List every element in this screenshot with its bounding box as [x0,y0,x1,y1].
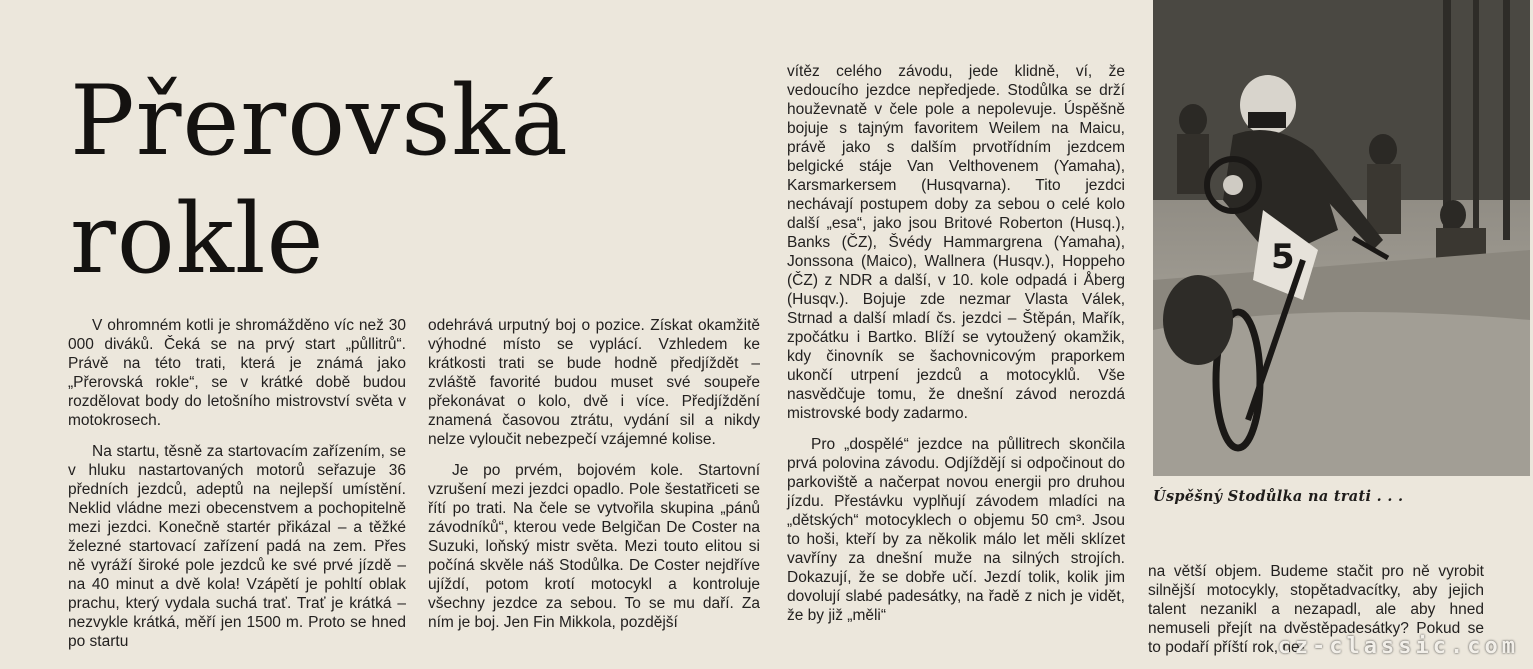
paragraph: Pro „dospělé“ jezdce na půllitrech skončila prvá polovina závodu. Odjíždějí si odpočinout do parkoviště a načerpat novou energii pro druhou jízdu. Přestávku vyplňují závodem mladíci na „dětských“ motocyklech o objemu 50 cm³. Jsou to hoši, kteří by za několik málo let měli sklízet vavříny za dnešní muže na silných strojích. Dokazují, že se dobře učí. Jezdí tolik, kolik jim dovolují slabé padesátky, na řadě z nich je vidět, že by již „měli“ [787,436,1125,624]
text-column-2 [428,316,760,644]
race-number: 5 [1271,237,1295,277]
article-headline [70,62,569,298]
watermark: cz-classic.com [1277,634,1519,659]
photo-illustration [1153,0,1530,476]
paragraph: odehrává urputný boj o pozice. Získat okamžitě výhodné místo se vyplácí. Vzhledem ke krátkosti trati se bude hodně předjíždět – zvláště favorité budou muset své soupeře překonávat o kolo, dvě i více. Předjíždění znamená časovou ztrátu, vydání sil a nikdy nelze vyloučit nebezpečí vzájemné kolise. [428,317,760,448]
photo-caption: Úspěšný Stodůlka na trati . . . [1153,488,1404,505]
paragraph: na větší objem. Budeme stačit pro ně vyrobit silnější motocykly, stopětadvacítky, aby jejich talent nezanikl a nezapadl, ale aby hned nemuseli přejít na dvěstěpadesátky? Pokud se to podaří příští rok, ne- [1148,563,1484,656]
text-column-3 [787,62,1125,637]
paragraph: Je po prvém, bojovém kole. Startovní vzrušení mezi jezdci opadlo. Pole šestatřiceti se řítí po trati. Na čele se vytvořila skupina „pánů závodníků“, kterou vede Belgičan De Coster na Suzuki, loňský mistr světa. Mezi touto elitou si počíná skvěle náš Stodůlka. De Coster nejdříve ujíždí, potom krotí motocykl a kontroluje všechny jezdce za sebou. To se mu daří. Za ním je boj. Jen Fin Mikkola, pozdější [428,462,760,631]
paragraph: Na startu, těsně za startovacím zařízením, se v hluku nastartovaných motorů seřazuje 36 předních jezdců, adeptů na nejlepší umístění. Neklid vládne mezi obecenstvem a pochopitelně mezi jezdci. Konečně startér přikázal – a těžké železné startovací zařízení padá na zem. Přes ně vyráží široké pole jezdců ke své prvé jízdě – na 40 minut a dvě kola! Vzápětí je pohltí oblak prachu, který vydala suchá trať. Trať je krátká – nezvykle krátká, měří jen 1500 m. Proto se hned po startu [68,443,406,650]
motocross-photo [1153,0,1530,476]
text-column-1 [68,316,406,663]
headline-line-1: Přerovská [70,65,569,177]
paragraph: V ohromném kotli je shromážděno víc než 30 000 diváků. Čeká se na prvý start „půllitrů“. Právě na této trati, která je známá jako „Přerovská rokle“, se v krátké době budou rozdělovat body do letošního mistrovství světa v motokrosech. [68,317,406,429]
paragraph: vítěz celého závodu, jede klidně, ví, že vedoucího jezdce nepředjede. Stodůlka se drží houževnatě v čele pole a nepolevuje. Úspěšně bojuje s tajným favoritem Weilem na Maicu, právě jako s dalším prvotřídním jezdcem belgické stáje Van Velthovenem (Yamaha), Karsmarkersem (Husqvarna). Tito jezdci nechávají postupem doby za sebou o celé kolo další „esa“, jako jsou Britové Roberton (Husq.), Banks (ČZ), Švédy Hammargrena (Yamaha), Jonssona (Maico), Wallnera (Husqv.), Hoppeho (ČZ) z NDR a další, v 10. kole odpadá i Åberg (Husqv.). Bojuje zde nezmar Vlasta Válek, Strnad a další mladí čs. jezdci – Štěpán, Mařík, zpočátku i Bartko. Blíží se vytoužený okamžik, kdy činovník se šachovnicovým praporkem ukončí utrpení jezdců a motocyklů. Vše nasvědčuje tomu, že dnešní závod nerozdá mistrovské body zadarmo. [787,63,1125,422]
headline-line-2: rokle [70,183,325,295]
